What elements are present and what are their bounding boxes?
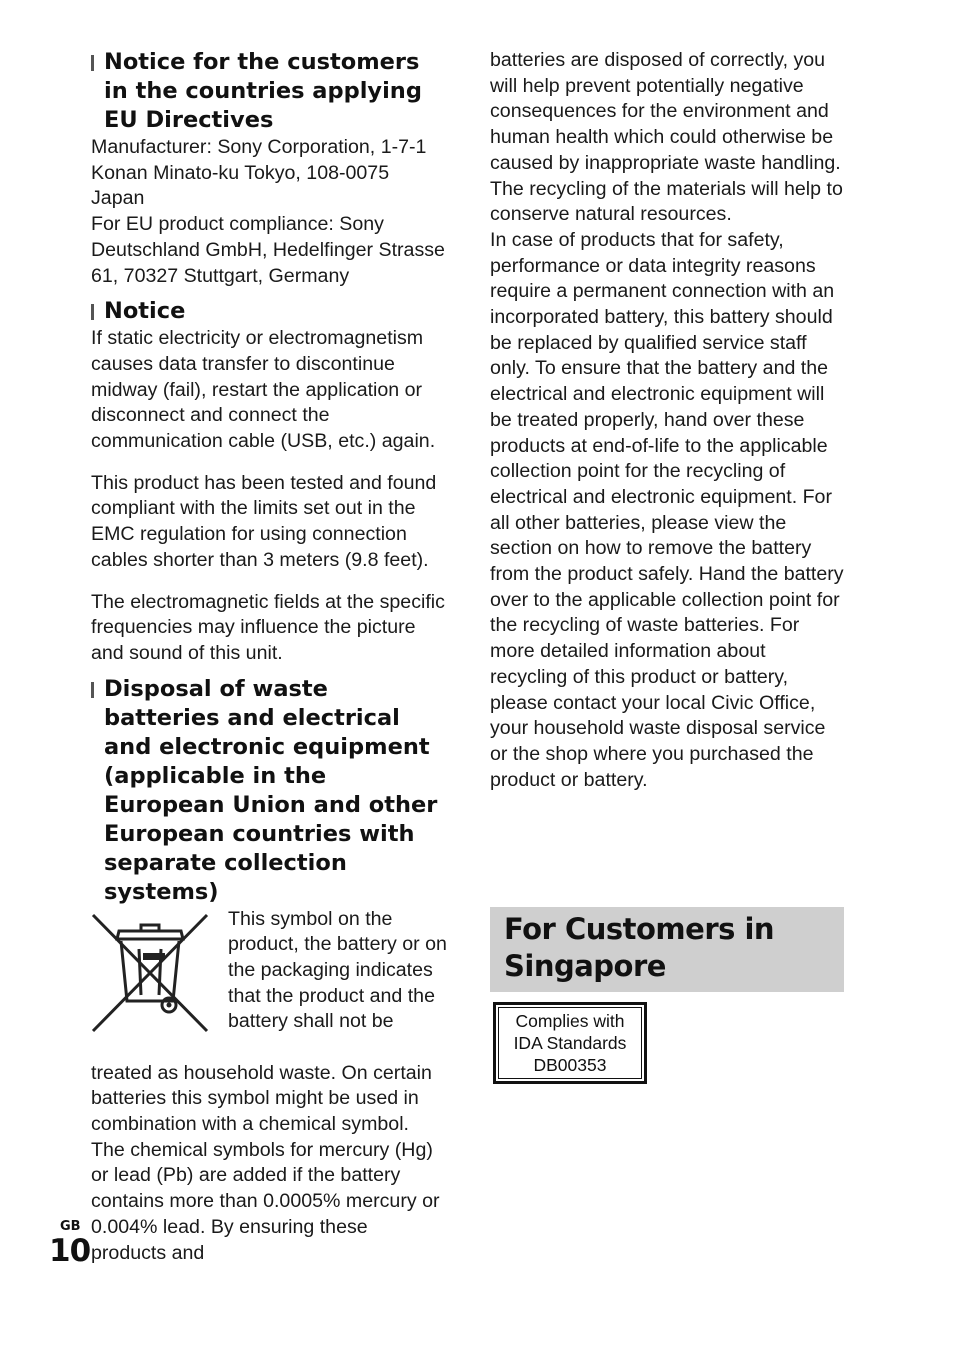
disposal-heading-text: Disposal of waste batteries and electrical and electronic equipment (applicable in the European Union and other European countries with separate collection systems)	[104, 675, 438, 905]
disposal-continued-right: batteries are disposed of correctly, you will help prevent potentially negative consequences for the environment and human health which could otherwise be caused by inappropriate waste handling. The recycling of the materials will help to conserve natural resources. In case of products that for safety, performance or data integrity reasons require a permanent connection with an incorporated battery, this battery should be replaced by qualified service staff only. To ensure that the battery and the electrical and electronic equipment will be treated properly, hand over these products at end-of-life to the applicable collection point for the recycling of electrical and electronic equipment. For all other batteries, please view the section on how to remove the battery from the product safely. Hand the battery over to the applicable collection point for the recycling of waste batteries. For more detailed information about recycling of this product or battery, please contact your local Civic Office, your household waste disposal service or the shop where you purchased the product or battery.	[490, 49, 844, 791]
disposal-continued-text: treated as household waste. On certain batteries this symbol might be used in combination with a chemical symbol. The chemical symbols for mercury (Hg) or lead (Pb) are added if the battery contains more than 0.0005% mercury or 0.004% lead. By ensuring these products and	[91, 1061, 440, 1264]
left-column	[91, 48, 447, 1266]
page-number: 10	[49, 1233, 91, 1269]
manufacturer-text: Manufacturer: Sony Corporation, 1-7-1 Konan Minato-ku Tokyo, 108-0075 Japan	[91, 136, 427, 210]
static-electricity-paragraph: If static electricity or electromagnetism causes data transfer to discontinue midway (fail), restart the application or disconnect and connect the communication cable (USB, etc.) again.	[91, 327, 436, 453]
emc-paragraph: This product has been tested and found compliant with the limits set out in the EMC regulation for using connection cables shorter than 3 meters (9.8 feet).	[91, 471, 437, 571]
ida-line-1: Complies with	[515, 1011, 625, 1031]
ida-compliance-inner	[498, 1007, 642, 1079]
disposal-symbol-block	[91, 907, 447, 1061]
eu-compliance-text: For EU product compliance: Sony Deutschland GmbH, Hedelfinger Strasse 61, 70327 Stuttgart, Germany	[91, 213, 445, 287]
right-column	[490, 48, 846, 793]
notice-heading	[91, 297, 447, 326]
ida-line-2: IDA Standards	[513, 1033, 627, 1053]
heading-marker	[91, 55, 94, 71]
heading-marker	[91, 682, 94, 698]
ida-compliance-label	[493, 1002, 647, 1084]
eu-notice-heading	[91, 48, 447, 135]
electromagnetic-fields-paragraph: The electromagnetic fields at the specific frequencies may influence the picture and sound of this unit.	[91, 590, 445, 664]
ida-line-3: DB00353	[533, 1055, 607, 1075]
disposal-heading	[91, 675, 447, 907]
singapore-section-header	[490, 907, 844, 992]
crossed-out-wheelie-bin-icon	[91, 913, 209, 1033]
heading-marker	[91, 304, 94, 320]
symbol-description: This symbol on the product, the battery or on the packaging indicates that the product and the battery shall not be	[228, 907, 447, 1033]
language-code: GB	[60, 1219, 81, 1234]
eu-notice-heading-text: Notice for the customers in the countries applying EU Directives	[104, 49, 422, 133]
singapore-title: For Customers in Singapore	[504, 912, 775, 983]
notice-heading-text: Notice	[104, 298, 186, 325]
